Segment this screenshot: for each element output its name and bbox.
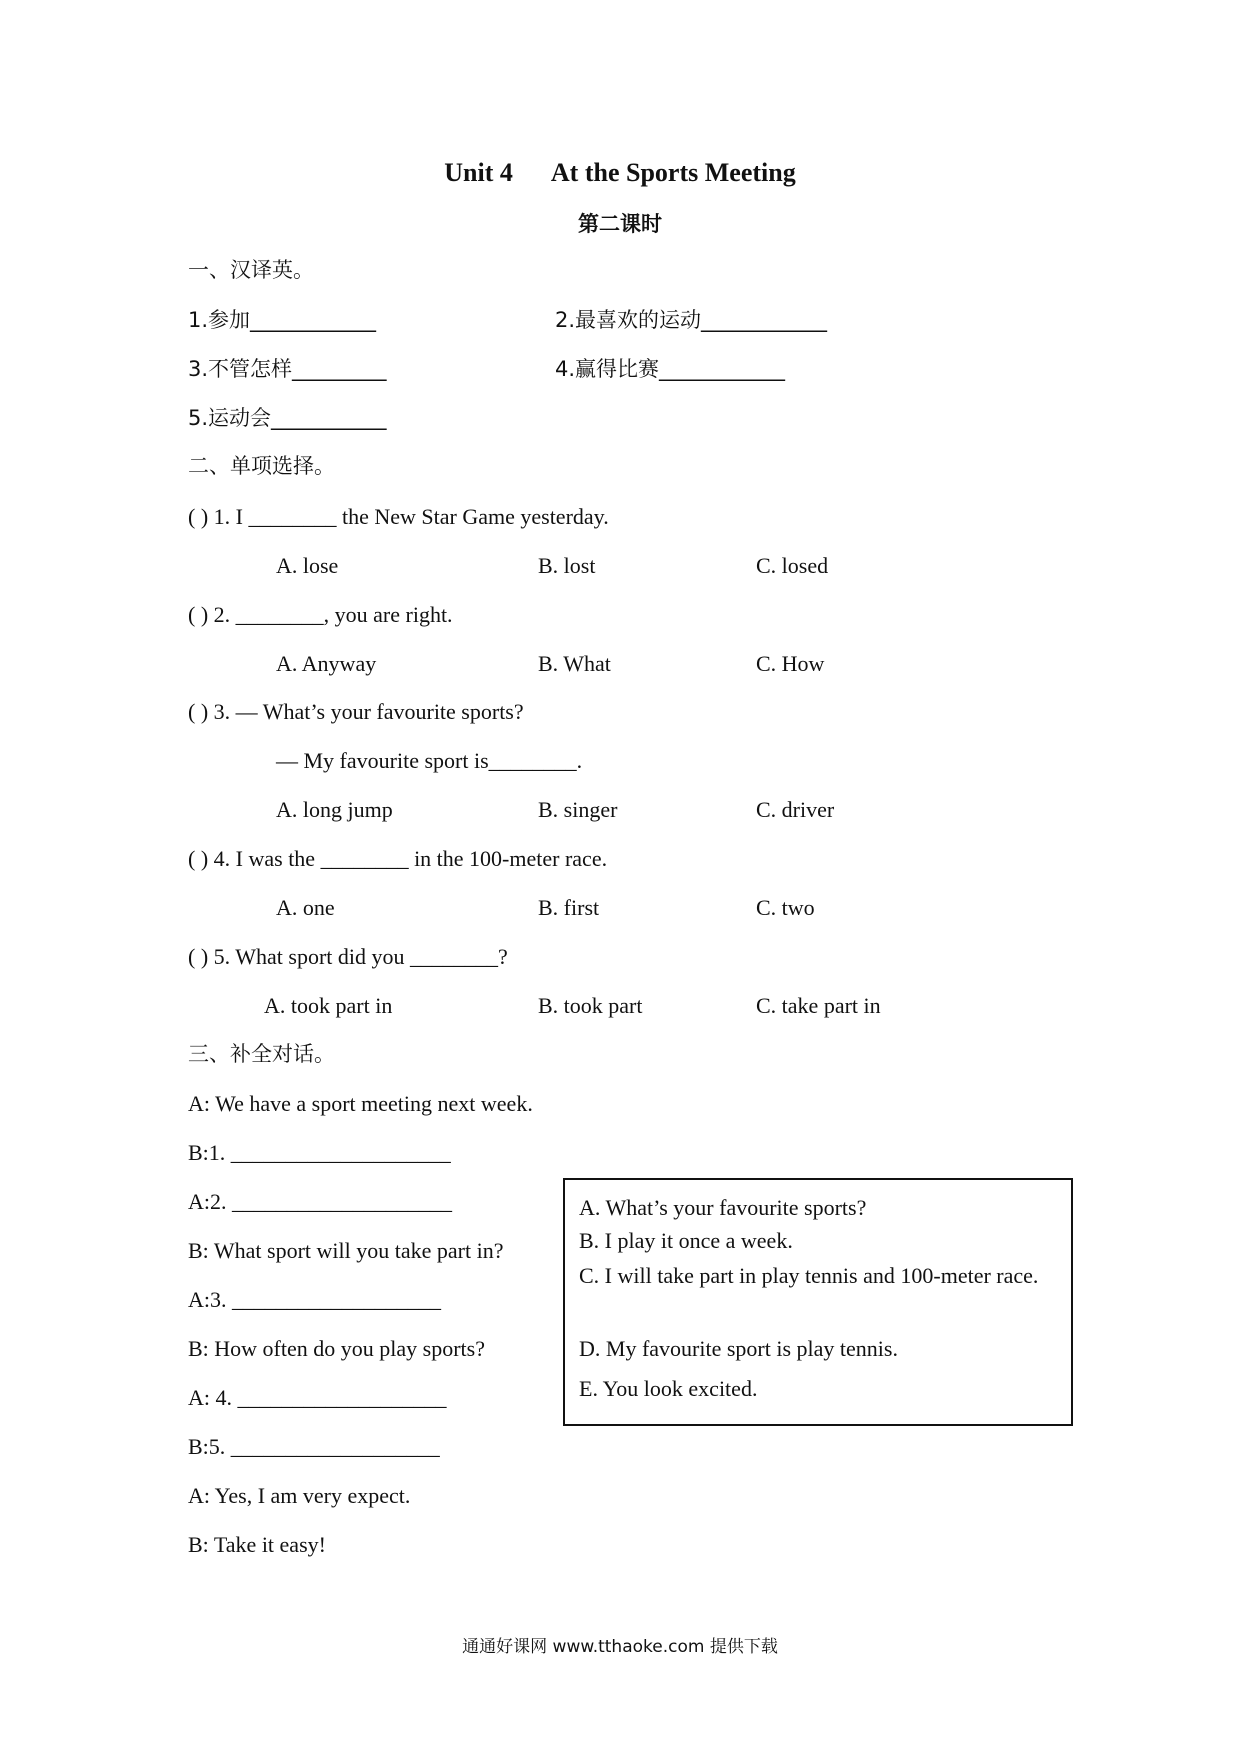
box-option-c: C. I will take part in play tennis and 100-meter race. bbox=[579, 1263, 1039, 1288]
question-5-option-c: C. take part in bbox=[756, 993, 881, 1018]
section1-item-1: 1.参加____________ bbox=[188, 308, 377, 332]
question-4-option-b: B. first bbox=[538, 895, 600, 920]
dialogue-line: B:5. ___________________ bbox=[188, 1434, 440, 1459]
question-2-option-a: A. Anyway bbox=[276, 651, 377, 676]
dialogue-line: A:2. ____________________ bbox=[188, 1189, 452, 1214]
question-1-stem: ( ) 1. I ________ the New Star Game yesterday. bbox=[188, 504, 609, 529]
dialogue-line: B: Take it easy! bbox=[188, 1532, 326, 1557]
dialogue-line: B:1. ____________________ bbox=[188, 1140, 451, 1165]
unit-label: Unit 4 bbox=[444, 158, 513, 187]
question-5-option-a: A. took part in bbox=[264, 993, 393, 1018]
section1-item-2: 2.最喜欢的运动____________ bbox=[555, 308, 828, 332]
section1-heading: 一、汉译英。 bbox=[188, 258, 314, 282]
box-option-e: E. You look excited. bbox=[579, 1376, 758, 1401]
question-2-option-c: C. How bbox=[756, 651, 825, 676]
question-1-option-a: A. lose bbox=[276, 553, 339, 578]
box-option-b: B. I play it once a week. bbox=[579, 1228, 793, 1253]
section1-item-3: 3.不管怎样_________ bbox=[188, 357, 387, 381]
question-3-stem-reply: — My favourite sport is________. bbox=[276, 748, 583, 773]
page-footer: 通通好课网 www.tthaoke.com 提供下载 bbox=[462, 1637, 778, 1657]
question-1-option-b: B. lost bbox=[538, 553, 596, 578]
dialogue-line: A: 4. ___________________ bbox=[188, 1385, 447, 1410]
box-option-d: D. My favourite sport is play tennis. bbox=[579, 1336, 898, 1361]
dialogue-line: B: What sport will you take part in? bbox=[188, 1238, 504, 1263]
question-4-option-c: C. two bbox=[756, 895, 815, 920]
box-option-a: A. What’s your favourite sports? bbox=[579, 1195, 867, 1220]
dialogue-line: A: We have a sport meeting next week. bbox=[188, 1091, 533, 1116]
page-title bbox=[0, 158, 1240, 188]
question-3-option-a: A. long jump bbox=[276, 797, 393, 822]
question-2-stem: ( ) 2. ________, you are right. bbox=[188, 602, 453, 627]
question-3-option-b: B. singer bbox=[538, 797, 618, 822]
dialogue-line: A: Yes, I am very expect. bbox=[188, 1483, 411, 1508]
question-3-option-c: C. driver bbox=[756, 797, 835, 822]
question-4-option-a: A. one bbox=[276, 895, 335, 920]
unit-topic: At the Sports Meeting bbox=[550, 158, 796, 187]
question-5-stem: ( ) 5. What sport did you ________? bbox=[188, 944, 508, 969]
section1-item-4: 4.赢得比赛____________ bbox=[555, 357, 786, 381]
question-5-option-b: B. took part bbox=[538, 993, 643, 1018]
question-4-stem: ( ) 4. I was the ________ in the 100-meter race. bbox=[188, 846, 608, 871]
section1-item-5: 5.运动会___________ bbox=[188, 406, 387, 430]
question-2-option-b: B. What bbox=[538, 651, 611, 676]
question-1-option-c: C. losed bbox=[756, 553, 829, 578]
section2-heading: 二、单项选择。 bbox=[188, 454, 335, 478]
answer-options-box bbox=[563, 1178, 1073, 1426]
dialogue-line: A:3. ___________________ bbox=[188, 1287, 441, 1312]
section3-heading: 三、补全对话。 bbox=[188, 1042, 335, 1066]
dialogue-line: B: How often do you play sports? bbox=[188, 1336, 485, 1361]
lesson-subtitle: 第二课时 bbox=[578, 212, 662, 236]
question-3-stem: ( ) 3. — What’s your favourite sports? bbox=[188, 699, 524, 724]
